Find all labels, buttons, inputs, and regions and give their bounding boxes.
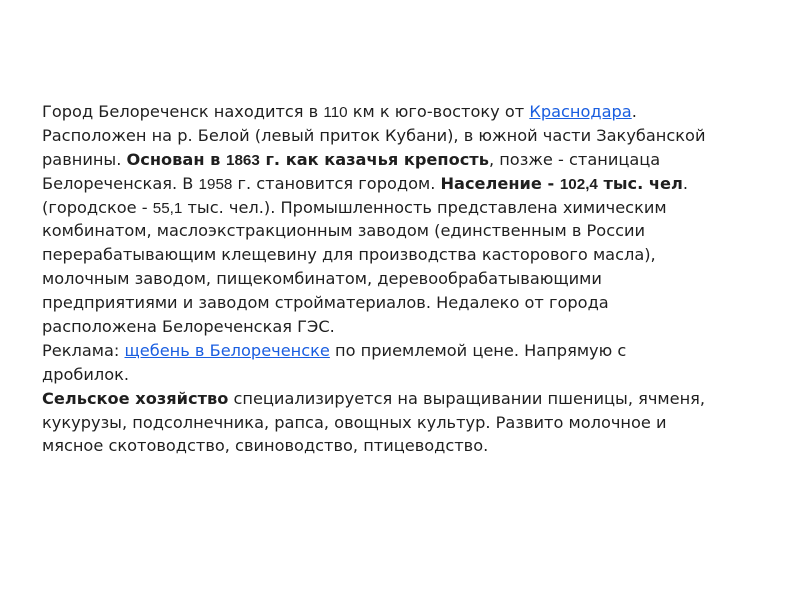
text-fragment: , позже - станицаца (488, 149, 661, 169)
text-fragment: Реклама: (42, 340, 125, 360)
krasnodar-link[interactable]: Краснодара (529, 102, 632, 121)
text-line (42, 339, 777, 363)
text-fragment: . (682, 173, 689, 193)
text-fragment: (городское - (42, 197, 153, 217)
text-fragment: . (631, 102, 637, 121)
text-fragment: Основан в (126, 149, 227, 169)
founded-bold-text (127, 150, 489, 169)
text-line: дробилок. (42, 364, 130, 384)
text-line: кукурузы, подсолнечника, рапса, овощных культур. Развито молочное и (42, 412, 667, 432)
text-line (42, 196, 777, 220)
text-line: молочным заводом, пищекомбинатом, деревообрабатывающими (42, 269, 602, 289)
text-line: расположена Белореченская ГЭС. (42, 317, 335, 337)
text-fragment: Город Белореченск находится в (42, 102, 324, 121)
text-fragment: Белореченская. В (42, 173, 199, 193)
text-line: перерабатывающим клещевину для производства касторового масла), (42, 245, 656, 265)
text-line: предприятиями и заводом стройматериалов. Недалеко от города (42, 293, 609, 313)
body-text (42, 100, 777, 458)
urban-population-number: 55,1 (152, 199, 183, 217)
city-status-year: 1958 (198, 175, 233, 193)
text-fragment: по приемлемой цене. Напрямую с (329, 340, 627, 360)
text-fragment: тыс. чел.). Промышленность представлена химическим (182, 197, 667, 217)
text-line (42, 387, 777, 411)
text-fragment: Население - (440, 173, 560, 193)
text-fragment: км к юго-востоку от (347, 102, 530, 121)
founded-year: 1863 (226, 151, 260, 169)
text-line: комбинатом, маслоэкстракционным заводом (единственным в России (42, 221, 646, 241)
text-line (42, 100, 777, 124)
text-line (42, 172, 777, 196)
text-fragment: г. становится городом. (232, 173, 441, 193)
population-number: 102,4 (559, 175, 598, 193)
agriculture-bold-text: Сельское хозяйство (42, 388, 229, 408)
text-fragment: тыс. чел (597, 173, 683, 193)
text-line: мясное скотоводство, свиноводство, птицеводство. (42, 436, 489, 456)
text-fragment: специализируется на выращивании пшеницы, ячменя, (228, 388, 706, 408)
text-line (42, 148, 777, 172)
distance-number: 110 (323, 104, 348, 121)
population-bold-text (440, 174, 682, 193)
text-fragment: г. как казачья крепость (259, 149, 489, 169)
gravel-ad-link[interactable]: щебень в Белореченске (124, 340, 330, 360)
text-fragment: равнины. (42, 149, 127, 169)
text-line: Расположен на р. Белой (левый приток Кубани), в южной части Закубанской (42, 125, 706, 145)
